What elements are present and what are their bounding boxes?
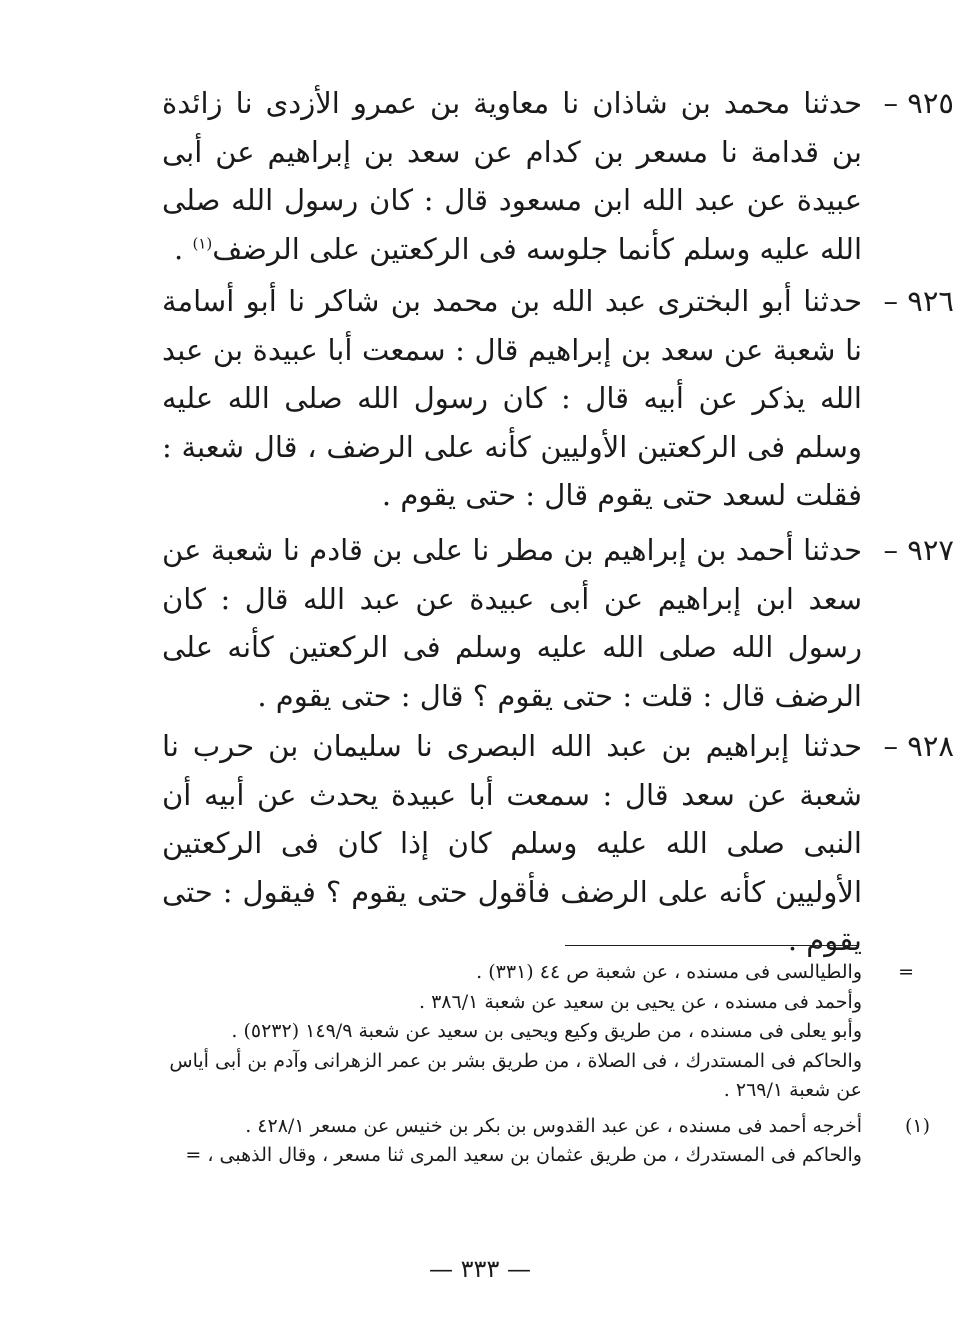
- hadith-text-end: .: [174, 231, 193, 266]
- hadith-number: ٩٢٥ –: [883, 86, 954, 120]
- continuation-mark: =: [898, 961, 914, 983]
- hadith-text-main: حدثنا محمد بن شاذان نا معاوية بن عمرو الأزدى نا زائدة بن قدامة نا مسعر بن كدام عن سعد بن إبراهيم عن أبى عبيدة عن عبد الله ابن مسعود قال : كان رسول الله صلى الله عليه وسلم كأنما جلوسه فى الركعتين على الرضف: [162, 86, 862, 266]
- hadith-number: ٩٢٦ –: [883, 284, 954, 318]
- footnote-line: أخرجه أحمد فى مسنده ، عن عبد القدوس بن بكر بن خنيس عن مسعر ٤٢٨/١ .: [245, 1114, 862, 1137]
- footnote-line: والحاكم فى المستدرك ، من طريق عثمان بن سعيد المرى ثنا مسعر ، وقال الذهبى ، =: [185, 1144, 862, 1166]
- hadith-928: [162, 722, 954, 965]
- hadith-926: [162, 277, 954, 520]
- footnote-continued: [162, 958, 914, 1106]
- footnote-separator: [565, 945, 857, 946]
- hadith-925: [162, 79, 954, 273]
- hadith-number: ٩٢٨ –: [883, 729, 954, 763]
- hadith-number: ٩٢٧ –: [883, 533, 954, 567]
- footnote-line: وأحمد فى مسنده ، عن يحيى بن سعيد عن شعبة ٣٨٦/١ .: [419, 990, 862, 1013]
- page-number: — ٣٣٣ —: [429, 1255, 531, 1283]
- hadith-927: [162, 526, 954, 720]
- footnote-1: [162, 1112, 930, 1171]
- hadith-text: حدثنا أحمد بن إبراهيم بن مطر نا على بن قادم نا شعبة عن سعد ابن إبراهيم عن أبى عبيدة عن عبد الله قال : كان رسول الله صلى الله عليه وسلم فى الركعتين كأنه على الرضف قال : قلت : حتى يقوم ؟ قال : حتى يقوم .: [162, 533, 862, 713]
- footnote-line: وأبو يعلى فى مسنده ، من طريق وكيع ويحيى بن سعيد عن شعبة ١٤٩/٩ (٥٢٣٢) .: [231, 1020, 862, 1042]
- hadith-text: حدثنا إبراهيم بن عبد الله البصرى نا سليمان بن حرب نا شعبة عن سعد قال : سمعت أبا عبيدة يحدث عن أبيه أن النبى صلى الله عليه وسلم كان إذا كان فى الركعتين الأوليين كأنه على الرضف فأقول حتى يقوم ؟ فيقول : حتى يقوم .: [162, 729, 862, 957]
- hadith-text: حدثنا أبو البخترى عبد الله بن محمد بن شاكر نا أبو أسامة نا شعبة عن سعد بن إبراهيم قال : سمعت أبا عبيدة بن عبد الله يذكر عن أبيه قال : كان رسول الله صلى الله عليه وسلم فى الركعتين الأوليين كأنه على الرضف ، قال شعبة : فقلت لسعد حتى يقوم قال : حتى يقوم .: [162, 284, 862, 512]
- footnote-line: عن شعبة ٢٦٩/١ .: [723, 1079, 862, 1101]
- footnote-marker: (١): [904, 1114, 930, 1137]
- footnote-line: والحاكم فى المستدرك ، فى الصلاة ، من طريق بشر بن عمر الزهرانى وآدم بن أبى أياس: [169, 1049, 862, 1072]
- footnotes: [162, 958, 930, 1171]
- footnote-reference[interactable]: (١): [192, 233, 213, 252]
- footnote-line: والطيالسى فى مسنده ، عن شعبة ص ٤٤ (٣٣١) .: [476, 961, 862, 983]
- hadith-text: [162, 79, 862, 273]
